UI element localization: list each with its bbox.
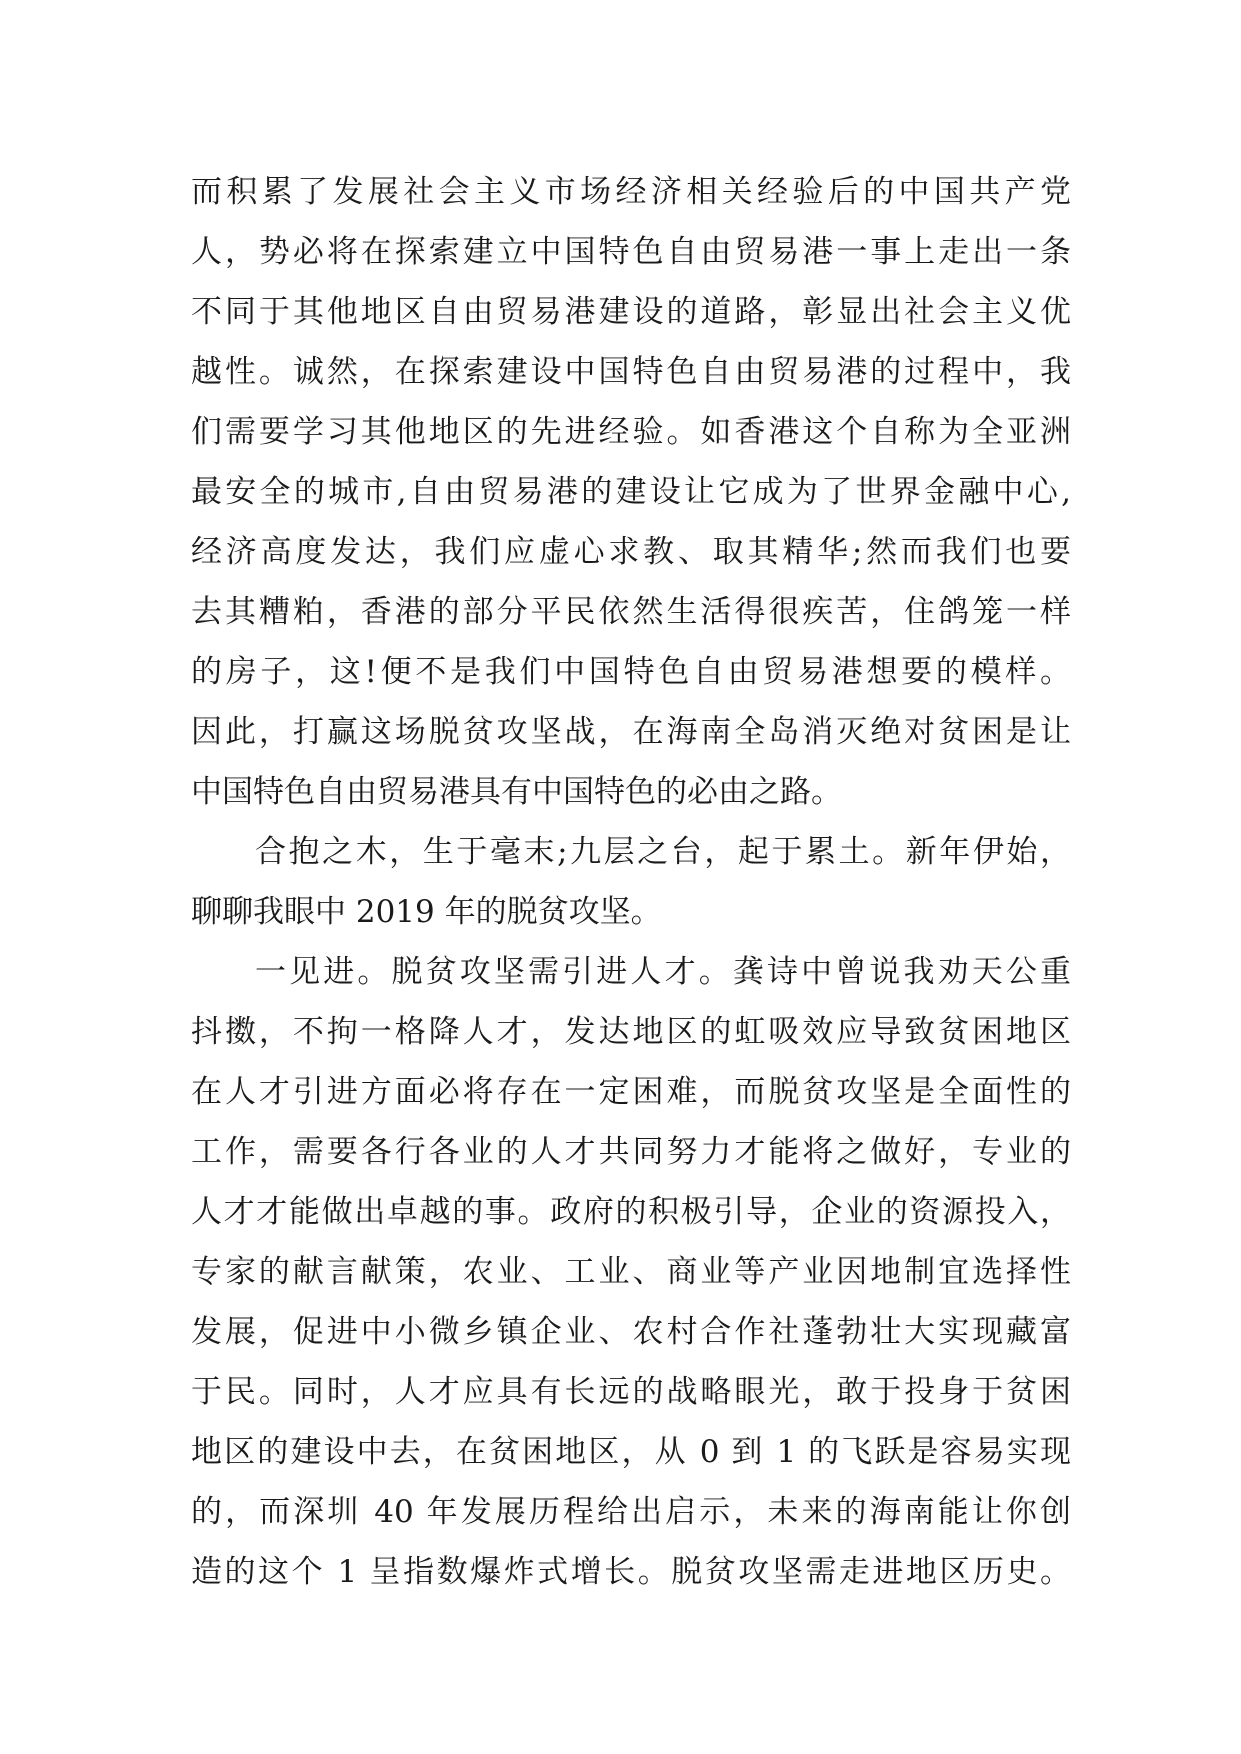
text-line: 人才才能做出卓越的事。政府的积极引导，企业的资源投入， bbox=[191, 1194, 1071, 1230]
text-line: 发展，促进中小微乡镇企业、农村合作社蓬勃壮大实现藏富 bbox=[191, 1314, 1071, 1350]
text-line: 中国特色自由贸易港具有中国特色的必由之路。 bbox=[191, 774, 842, 810]
text-line: 们需要学习其他地区的先进经验。如香港这个自称为全亚洲 bbox=[191, 414, 1071, 450]
text-line: 而积累了发展社会主义市场经济相关经验后的中国共产党 bbox=[191, 174, 1071, 210]
text-line: 最安全的城市,自由贸易港的建设让它成为了世界金融中心, bbox=[191, 474, 1071, 510]
text-line: 抖擞，不拘一格降人才，发达地区的虹吸效应导致贫困地区 bbox=[191, 1014, 1071, 1050]
text-line: 合抱之木，生于毫末;九层之台，起于累土。新年伊始， bbox=[255, 834, 1071, 870]
text-line: 地区的建设中去，在贫困地区，从 0 到 1 的飞跃是容易实现 bbox=[191, 1434, 1071, 1470]
text-line: 不同于其他地区自由贸易港建设的道路，彰显出社会主义优 bbox=[191, 294, 1071, 330]
text-line: 在人才引进方面必将存在一定困难，而脱贫攻坚是全面性的 bbox=[191, 1074, 1071, 1110]
text-line: 去其糟粕，香港的部分平民依然生活得很疾苦，住鸽笼一样 bbox=[191, 594, 1071, 630]
text-line: 经济高度发达，我们应虚心求教、取其精华;然而我们也要 bbox=[191, 534, 1071, 570]
text-line: 人，势必将在探索建立中国特色自由贸易港一事上走出一条 bbox=[191, 234, 1071, 270]
text-line: 的房子，这!便不是我们中国特色自由贸易港想要的模样。 bbox=[191, 654, 1071, 690]
text-line: 于民。同时，人才应具有长远的战略眼光，敢于投身于贫困 bbox=[191, 1374, 1071, 1410]
text-line: 工作，需要各行各业的人才共同努力才能将之做好，专业的 bbox=[191, 1134, 1071, 1170]
text-line: 越性。诚然，在探索建设中国特色自由贸易港的过程中，我 bbox=[191, 354, 1071, 390]
body-text bbox=[191, 162, 1071, 1602]
text-line: 专家的献言献策，农业、工业、商业等产业因地制宜选择性 bbox=[191, 1254, 1071, 1290]
text-line: 造的这个 1 呈指数爆炸式增长。脱贫攻坚需走进地区历史。 bbox=[191, 1554, 1071, 1590]
text-line: 因此，打赢这场脱贫攻坚战，在海南全岛消灭绝对贫困是让 bbox=[191, 714, 1071, 750]
text-line: 聊聊我眼中 2019 年的脱贫攻坚。 bbox=[191, 894, 662, 930]
text-line: 一见进。脱贫攻坚需引进人才。龚诗中曾说我劝天公重 bbox=[255, 954, 1071, 990]
text-line: 的，而深圳 40 年发展历程给出启示，未来的海南能让你创 bbox=[191, 1494, 1071, 1530]
